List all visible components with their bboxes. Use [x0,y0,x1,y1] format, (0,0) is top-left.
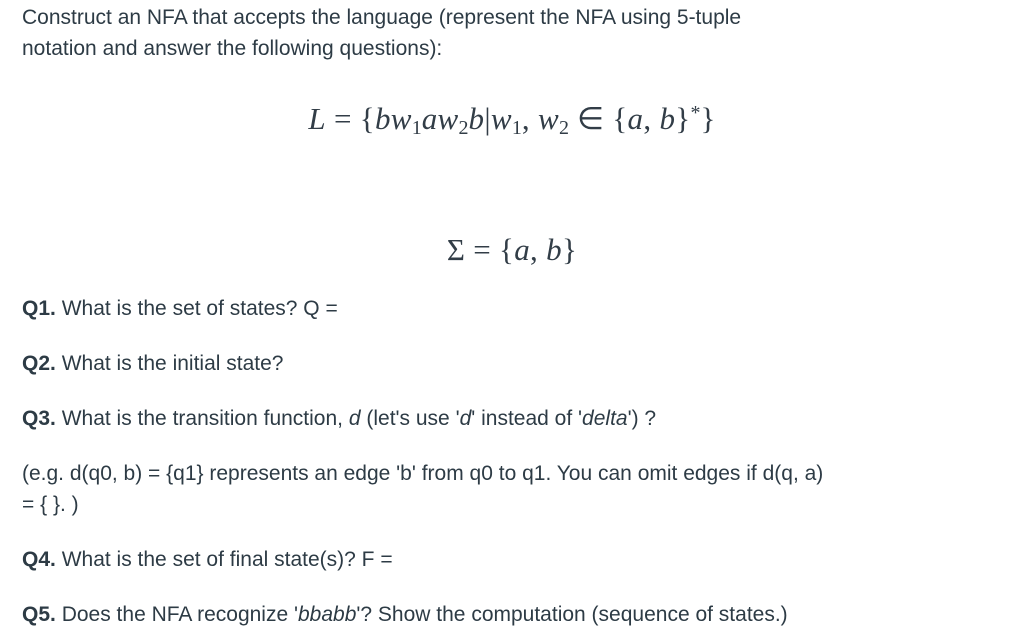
math-var: L [308,101,326,136]
question-q2 [22,348,1002,379]
nfa-question-page [22,2,1002,630]
question-q3 [22,403,1002,434]
question-text-italic: d [348,407,361,430]
math-var: b [546,232,562,267]
language-definition-formula [22,88,1002,153]
math-subscript: 1 [511,117,522,139]
intro-paragraph [22,2,1002,64]
question-text: What is the set of final state(s)? F = [55,548,393,571]
question-text-part: (let's use ' [360,407,460,430]
intro-line: notation and answer the following questions): [22,37,443,60]
question-text-part: What is the transition function, [55,407,349,430]
math-operator: = { [325,101,375,136]
math-operator: } [675,101,691,136]
question-label: Q3. [22,407,56,430]
math-var: b [468,101,485,136]
math-operator: } [700,101,716,136]
math-superscript: * [690,102,701,124]
question-q5 [22,599,1002,630]
math-bar: | [484,101,491,136]
question-label: Q4. [22,548,56,571]
math-var: aw [421,101,459,136]
example-note-paragraph [22,458,1002,520]
question-q4 [22,544,1002,575]
math-operator: , [521,101,538,136]
question-text-part: '? Show the computation (sequence of states.) [356,603,788,626]
question-label: Q1. [22,297,56,320]
alphabet-formula [22,225,1002,275]
note-line: = { }. ) [22,493,79,516]
math-var: w [490,101,512,136]
math-subscript: 1 [411,117,422,139]
question-text-italic: delta [582,407,628,430]
math-var: w [537,101,559,136]
question-text-italic: bbabb [298,603,357,626]
intro-line: Construct an NFA that accepts the language (represent the NFA using 5-tuple [22,6,742,29]
math-var: b [659,101,676,136]
math-operator: } [561,232,578,267]
math-operator: = { [465,232,515,267]
question-label: Q2. [22,352,56,375]
math-sigma: Σ [446,232,466,267]
math-var: a [514,232,531,267]
question-q1 [22,293,1002,324]
question-text-part: Does the NFA recognize ' [55,603,298,626]
question-text-part: ') ? [627,407,657,430]
math-operator: ∈ { [568,101,628,136]
math-var: bw [374,101,412,136]
note-line: (e.g. d(q0, b) = {q1} represents an edge 'b' from q0 to q1. You can omit edges if d(q, a) [22,462,824,485]
math-subscript: 2 [558,117,569,139]
question-text-italic: d [459,407,472,430]
question-label: Q5. [22,603,56,626]
question-text-part: ' instead of ' [471,407,583,430]
math-operator: , [643,101,660,136]
question-text: What is the set of states? Q = [55,297,338,320]
math-operator: , [530,232,547,267]
question-text: What is the initial state? [55,352,284,375]
math-subscript: 2 [458,117,469,139]
math-var: a [627,101,644,136]
